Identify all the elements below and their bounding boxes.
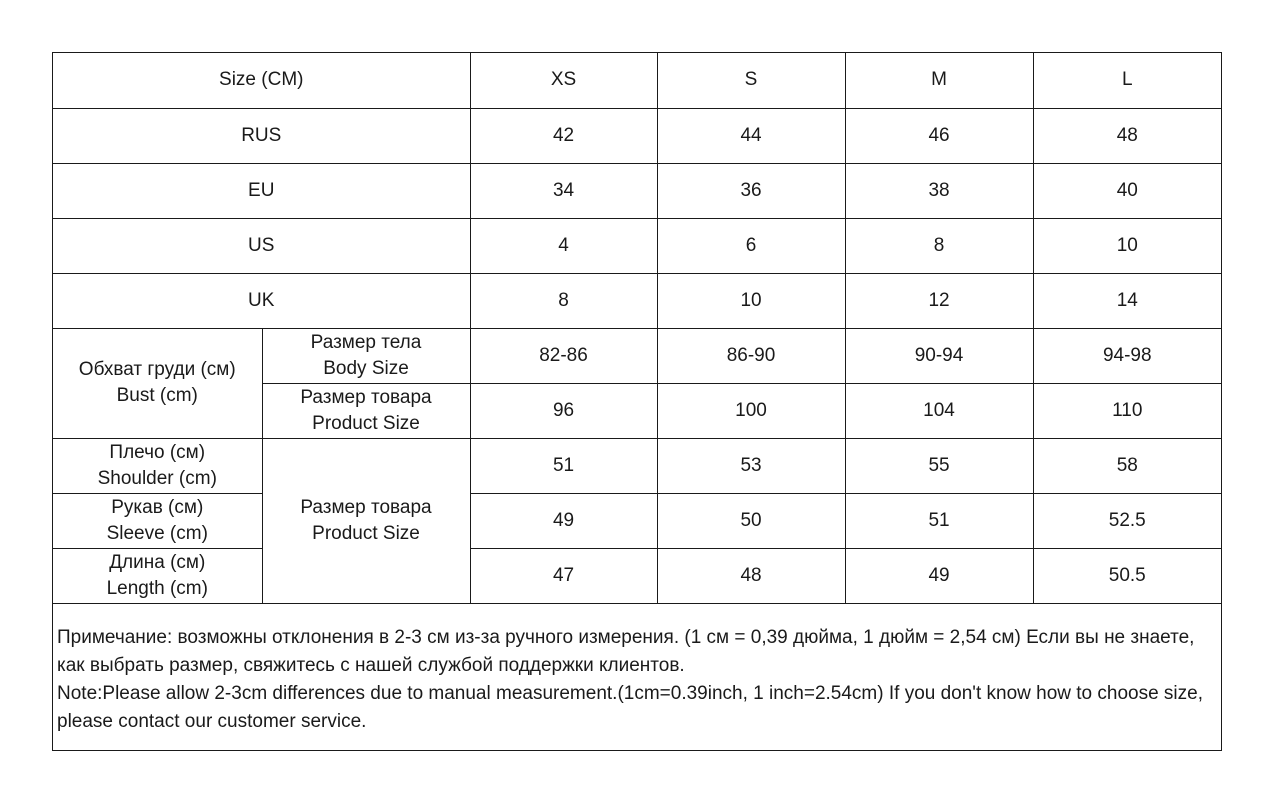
table-cell: 55 [845,438,1033,493]
table-row-uk [53,273,1221,328]
body-size-label-en: Body Size [323,357,409,379]
bust-label [53,328,262,438]
table-row-rus [53,108,1221,163]
table-cell: 40 [1033,163,1221,218]
table-cell: 110 [1033,383,1221,438]
table-cell: 94-98 [1033,328,1221,383]
table-cell: 50 [657,493,845,548]
note-russian: Примечание: возможны отклонения в 2-3 см из-за ручного измерения. (1 см = 0,39 дюйма, 1 дюйм = 2,54 см) Если вы не знаете, как выбрать размер, свяжитесь с нашей службой поддержки клиентов. [57,627,1195,676]
size-l-header: L [1033,53,1221,108]
table-cell: 38 [845,163,1033,218]
product-size-group-label [262,438,470,603]
table-row-sleeve [53,493,1221,548]
table-cell: 51 [845,493,1033,548]
shoulder-label-ru: Плечо (см) [109,441,206,463]
table-cell: 14 [1033,273,1221,328]
product-size-group-label-ru: Размер товара [300,496,432,518]
table-cell: 96 [470,383,657,438]
table-cell: 48 [1033,108,1221,163]
table-cell: 100 [657,383,845,438]
table-row-length [53,548,1221,603]
shoulder-label [53,438,262,493]
note-english: Note:Please allow 2-3cm differences due to manual measurement.(1cm=0.39inch, 1 inch=2.54cm) If you don't know how to choose size, please contact our customer service. [57,683,1204,732]
table-cell: 49 [470,493,657,548]
bust-label-en: Bust (cm) [116,385,198,406]
size-table [53,53,1221,604]
bust-label-ru: Обхват груди (см) [78,359,236,380]
table-row-bust-body [53,328,1221,383]
body-size-label-ru: Размер тела [310,331,422,353]
table-cell: 10 [1033,218,1221,273]
size-chart [52,52,1222,751]
table-header-row [53,53,1221,108]
row-label: RUS [53,108,470,163]
length-label [53,548,262,603]
table-cell: 4 [470,218,657,273]
row-label: EU [53,163,470,218]
table-cell: 82-86 [470,328,657,383]
table-cell: 50.5 [1033,548,1221,603]
table-cell: 36 [657,163,845,218]
product-size-label-en: Product Size [312,412,420,434]
table-cell: 58 [1033,438,1221,493]
length-label-en: Length (cm) [106,577,208,599]
table-cell: 10 [657,273,845,328]
table-cell: 48 [657,548,845,603]
size-header-label: Size (CM) [53,53,470,108]
body-size-label [262,328,470,383]
table-cell: 8 [845,218,1033,273]
length-label-ru: Длина (см) [109,551,206,573]
sleeve-label-en: Sleeve (cm) [106,522,208,544]
table-cell: 52.5 [1033,493,1221,548]
size-note [57,624,1217,736]
table-cell: 53 [657,438,845,493]
row-label: US [53,218,470,273]
table-row-us [53,218,1221,273]
sleeve-label-ru: Рукав (см) [111,496,204,518]
size-m-header: M [845,53,1033,108]
table-cell: 46 [845,108,1033,163]
product-size-label-ru: Размер товара [300,386,432,408]
product-size-group-label-en: Product Size [312,522,420,544]
table-row-shoulder [53,438,1221,493]
table-cell: 47 [470,548,657,603]
table-cell: 42 [470,108,657,163]
table-cell: 34 [470,163,657,218]
table-cell: 51 [470,438,657,493]
table-cell: 44 [657,108,845,163]
table-cell: 6 [657,218,845,273]
size-s-header: S [657,53,845,108]
table-cell: 12 [845,273,1033,328]
shoulder-label-en: Shoulder (cm) [97,467,217,489]
table-cell: 104 [845,383,1033,438]
table-cell: 49 [845,548,1033,603]
table-cell: 90-94 [845,328,1033,383]
product-size-label [262,383,470,438]
table-row-eu [53,163,1221,218]
table-cell: 8 [470,273,657,328]
size-xs-header: XS [470,53,657,108]
row-label: UK [53,273,470,328]
sleeve-label [53,493,262,548]
table-cell: 86-90 [657,328,845,383]
